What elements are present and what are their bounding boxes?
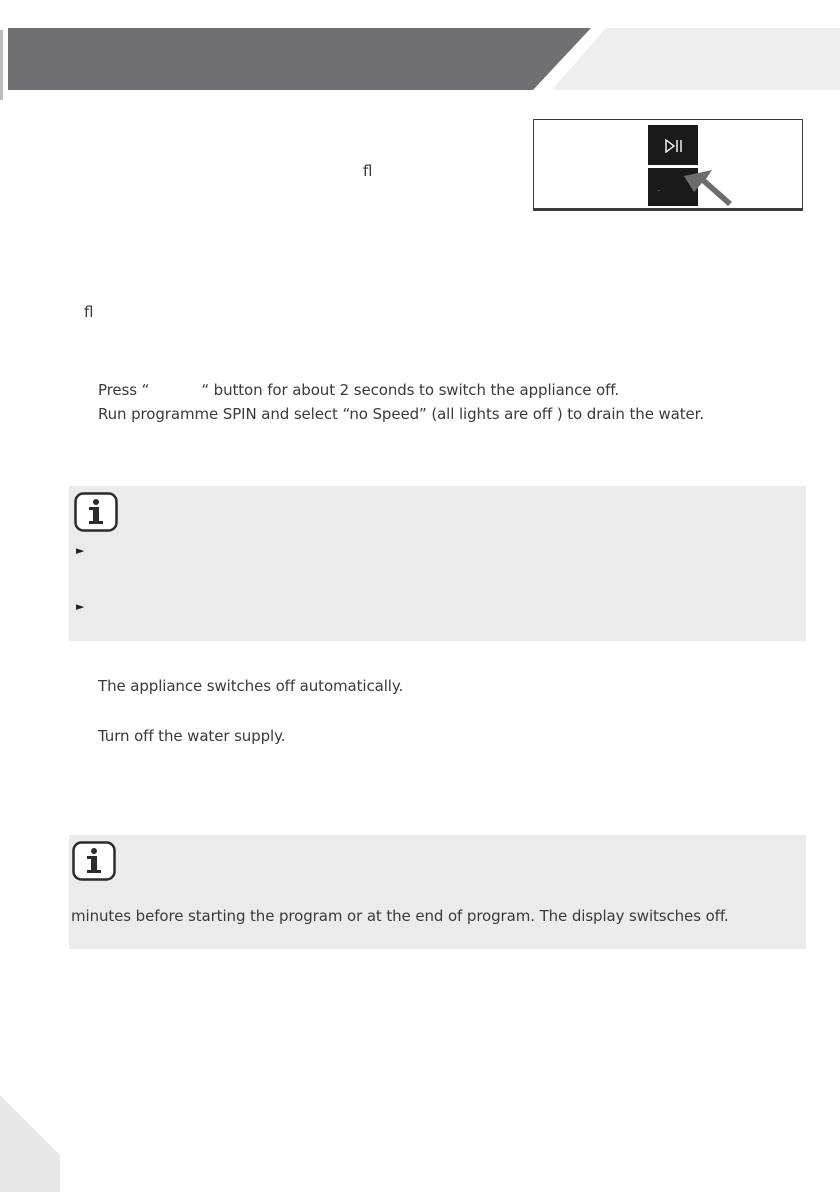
bullet-marker: ► — [76, 600, 85, 613]
power-button-mark: . — [658, 186, 660, 193]
header-right-tab — [552, 28, 840, 90]
ligature-glyph: ﬂ — [84, 303, 94, 321]
step-switches-off: The appliance switches off automatically. — [98, 677, 404, 695]
info-box-1 — [69, 486, 806, 641]
step-run-spin: Run programme SPIN and select “no Speed” (all lights are off ) to drain the water. — [98, 405, 705, 423]
step-press-button — [98, 381, 619, 399]
info-box-2 — [69, 835, 806, 949]
start-pause-button — [648, 125, 698, 165]
header-left-edge — [0, 30, 3, 100]
header-left-bar — [8, 28, 591, 90]
info-icon — [72, 841, 116, 881]
step-press-suffix: “ button for about 2 seconds to switch the appliance off. — [201, 381, 620, 399]
control-panel-image — [533, 119, 803, 211]
ligature-glyph: ﬂ — [363, 162, 373, 180]
play-pause-icon — [665, 139, 683, 153]
step-press-prefix: Press “ — [98, 381, 150, 399]
bullet-marker: ► — [76, 544, 85, 557]
info-icon — [74, 492, 118, 532]
pointer-arrow-icon — [684, 170, 734, 210]
step-water-supply: Turn off the water supply. — [98, 727, 286, 745]
info-box-2-text: minutes before starting the program or at the end of program. The display switsches off. — [71, 907, 729, 925]
header-bar — [0, 0, 840, 100]
